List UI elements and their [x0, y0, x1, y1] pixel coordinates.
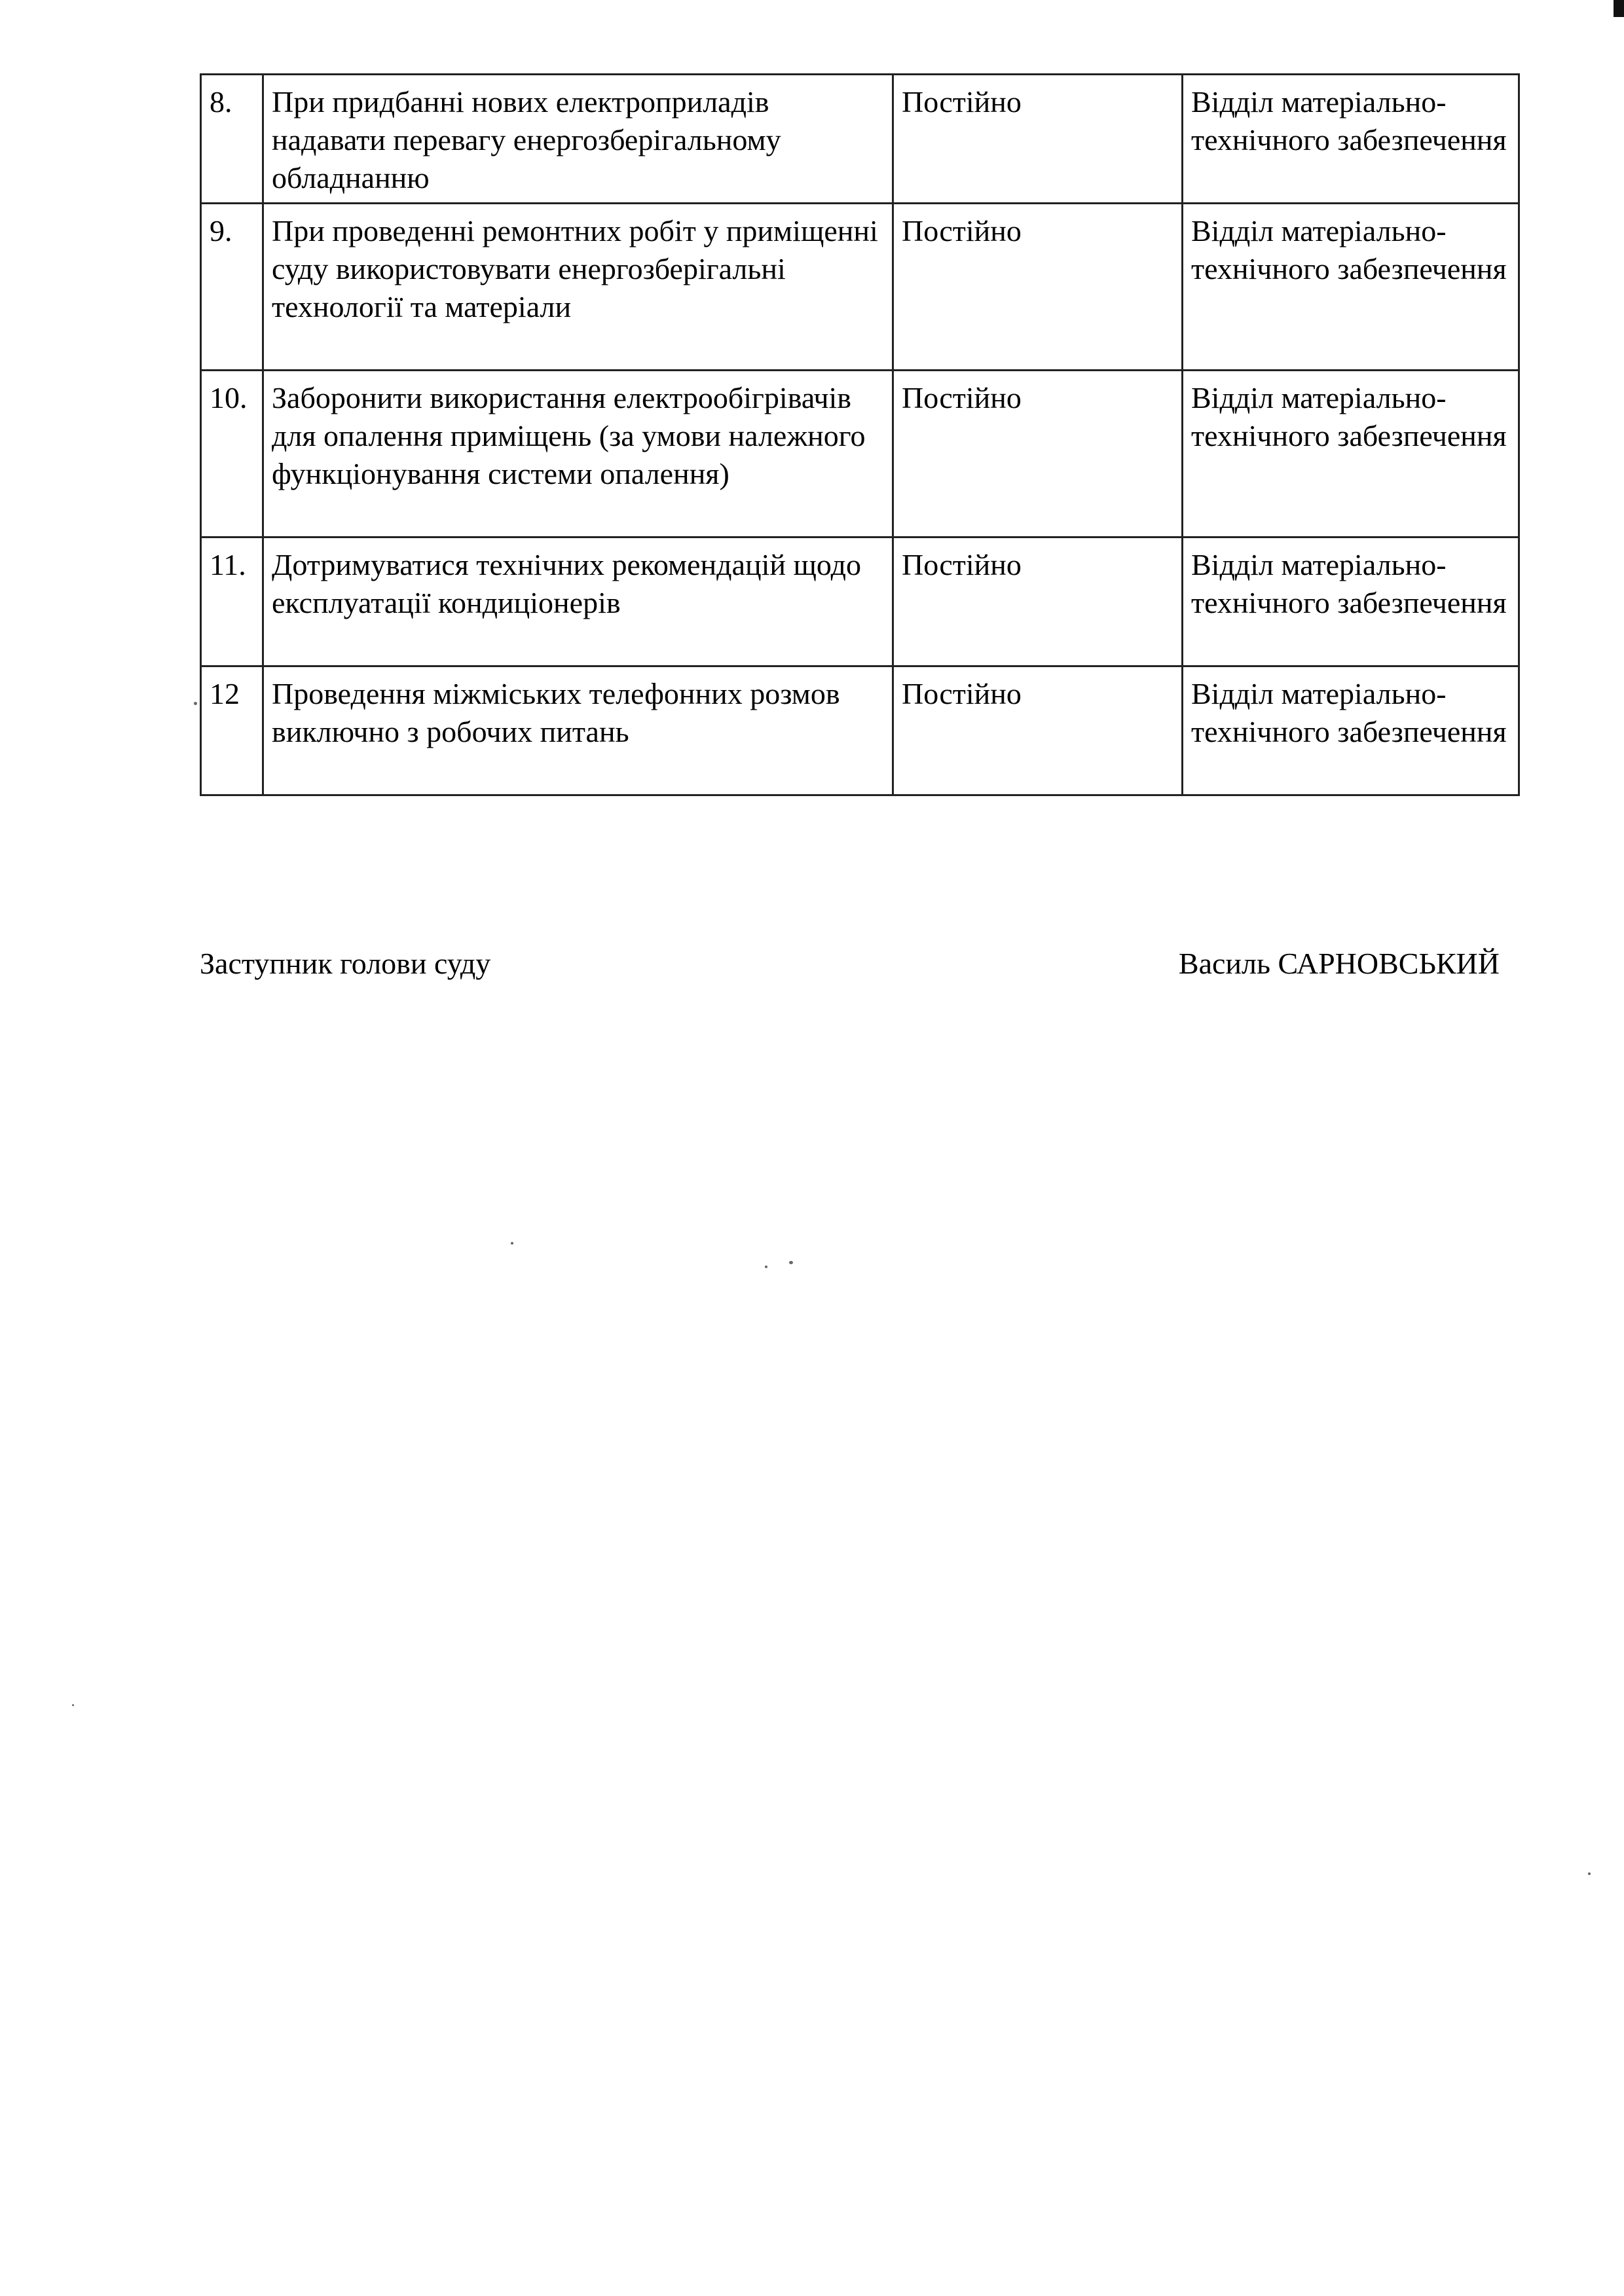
row-number: 9.: [201, 204, 263, 371]
term-text: Постійно: [893, 538, 1183, 666]
signatory-name: Василь САРНОВСЬКИЙ: [1178, 947, 1500, 980]
row-number: 10.: [201, 371, 263, 538]
scan-speck: [194, 702, 197, 705]
scan-speck: [765, 1266, 767, 1268]
scan-speck: [511, 1242, 513, 1245]
measure-text: При придбанні нових електроприладів надавати перевагу енергозберігальному обладнанню: [263, 75, 893, 204]
table-row: [201, 666, 1519, 795]
measures-table: [200, 73, 1520, 796]
scan-speck: [72, 1704, 74, 1706]
scan-corner-mark: [1614, 0, 1624, 17]
table-row: [201, 75, 1519, 204]
table-row: [201, 538, 1519, 666]
measure-text: Проведення міжміських телефонних розмов виключно з робочих питань: [263, 666, 893, 795]
signatory-position: Заступник голови суду: [200, 947, 491, 980]
responsible-text: Відділ матеріально-технічного забезпечення: [1183, 538, 1519, 666]
row-number: 12: [201, 666, 263, 795]
responsible-text: Відділ матеріально-технічного забезпечення: [1183, 371, 1519, 538]
term-text: Постійно: [893, 75, 1183, 204]
term-text: Постійно: [893, 204, 1183, 371]
scan-speck: [1588, 1872, 1591, 1875]
table-row: [201, 204, 1519, 371]
measure-text: При проведенні ремонтних робіт у приміщенні суду використовувати енергозберігальні технології та матеріали: [263, 204, 893, 371]
row-number: 11.: [201, 538, 263, 666]
row-number: 8.: [201, 75, 263, 204]
term-text: Постійно: [893, 371, 1183, 538]
term-text: Постійно: [893, 666, 1183, 795]
responsible-text: Відділ матеріально-технічного забезпечення: [1183, 75, 1519, 204]
table-row: [201, 371, 1519, 538]
scan-speck: [789, 1261, 793, 1264]
responsible-text: Відділ матеріально-технічного забезпечення: [1183, 204, 1519, 371]
measure-text: Заборонити використання електрообігрівачів для опалення приміщень (за умови належного функціонування системи опалення): [263, 371, 893, 538]
responsible-text: Відділ матеріально-технічного забезпечення: [1183, 666, 1519, 795]
measure-text: Дотримуватися технічних рекомендацій щодо експлуатації кондиціонерів: [263, 538, 893, 666]
